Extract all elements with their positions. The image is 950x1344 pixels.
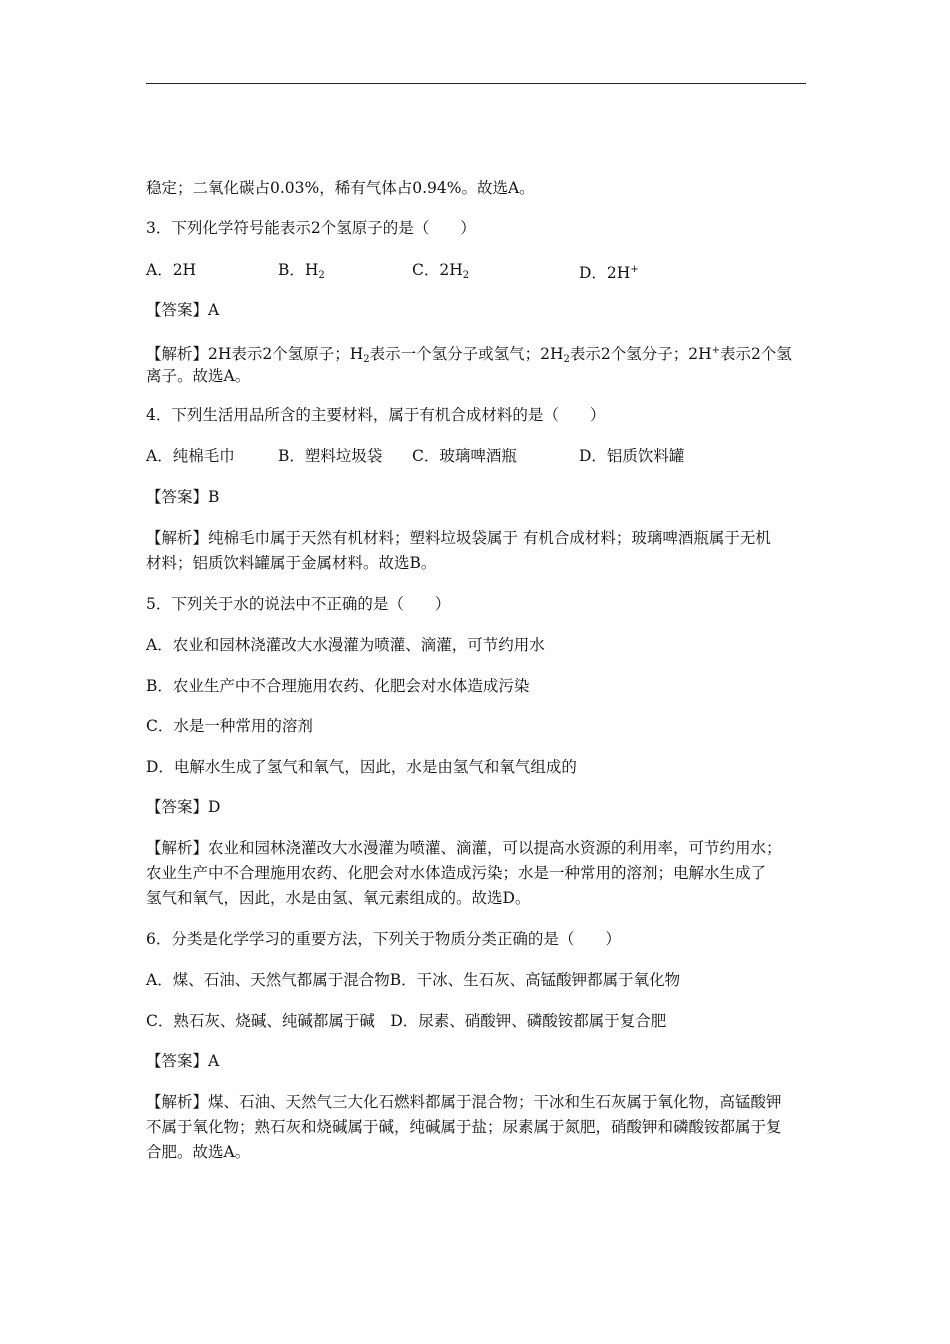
q6-analysis-line-2: 不属于氧化物；熟石灰和烧碱属于碱，纯碱属于盐；尿素属于氮肥，硝酸钾和磷酸铵都属于复 (146, 1118, 782, 1136)
q6-options-line-2: C．熟石灰、烧碱、纯碱都属于碱 D．尿素、硝酸钾、磷酸铵都属于复合肥 (146, 1012, 667, 1030)
q5-option-c: C．水是一种常用的溶剂 (146, 717, 313, 735)
q4-option-a: A．纯棉毛巾 (146, 447, 235, 465)
q5-analysis-line-3: 氢气和氧气，因此，水是由氢、氧元素组成的。故选D。 (146, 889, 531, 907)
q6-stem: 6．分类是化学学习的重要方法，下列关于物质分类正确的是（ ） (146, 930, 621, 948)
q3-option-a: A．2H (146, 261, 197, 279)
q3-stem: 3．下列化学符号能表示2个氢原子的是（ ） (146, 219, 476, 237)
q4-analysis-line-2: 材料；铝质饮料罐属于金属材料。故选B。 (146, 554, 437, 572)
q5-option-d: D．电解水生成了氢气和氧气，因此，水是由氢气和氧气组成的 (146, 758, 577, 776)
q4-stem: 4．下列生活用品所含的主要材料，属于有机合成材料的是（ ） (146, 406, 606, 424)
q5-option-b: B．农业生产中不合理施用农药、化肥会对水体造成污染 (146, 677, 530, 695)
q6-options-line-1: A．煤、石油、天然气都属于混合物B．干冰、生石灰、高锰酸钾都属于氧化物 (146, 971, 681, 989)
q4-option-d: D．铝质饮料罐 (579, 447, 685, 465)
header-rule (146, 83, 806, 84)
q4-analysis-line-1: 【解析】纯棉毛巾属于天然有机材料；塑料垃圾袋属于 有机合成材料；玻璃啤酒瓶属于无机 (146, 529, 771, 547)
q6-analysis-line-3: 合肥。故选A。 (146, 1143, 251, 1161)
intro-line: 稳定；二氧化碳占0.03%，稀有气体占0.94%。故选A。 (146, 179, 535, 197)
q4-option-b: B．塑料垃圾袋 (278, 447, 383, 465)
q3-analysis-line-1: 【解析】2H表示2个氢原子；$H_2$表示一个氢分子或氢气；$2H_2$表示2个氢分子；2H+表示2个氢 (146, 345, 792, 365)
q5-analysis-line-2: 农业生产中不合理施用农药、化肥会对水体造成污染；水是一种常用的溶剂；电解水生成了 (146, 864, 767, 882)
q3-answer: 【答案】A (146, 301, 220, 319)
q4-answer: 【答案】B (146, 488, 220, 506)
q3-option-b: B．$H_2$ (278, 261, 325, 281)
q3-analysis-line-2: 离子。故选A。 (146, 367, 251, 385)
q3-option-d: D．2H+ (579, 264, 639, 282)
q4-option-c: C．玻璃啤酒瓶 (412, 447, 517, 465)
q5-stem: 5．下列关于水的说法中不正确的是（ ） (146, 595, 451, 613)
q5-answer: 【答案】D (146, 798, 221, 816)
q6-answer: 【答案】A (146, 1052, 220, 1070)
q6-analysis-line-1: 【解析】煤、石油、天然气三大化石燃料都属于混合物；干冰和生石灰属于氧化物，高锰酸钾 (146, 1093, 782, 1111)
q5-option-a: A．农业和园林浇灌改大水漫灌为喷灌、滴灌，可节约用水 (146, 636, 545, 654)
q5-analysis-line-1: 【解析】农业和园林浇灌改大水漫灌为喷灌、滴灌，可以提高水资源的利用率，可节约用水； (146, 839, 782, 857)
q3-option-c: C．$2H_2$ (412, 261, 470, 281)
